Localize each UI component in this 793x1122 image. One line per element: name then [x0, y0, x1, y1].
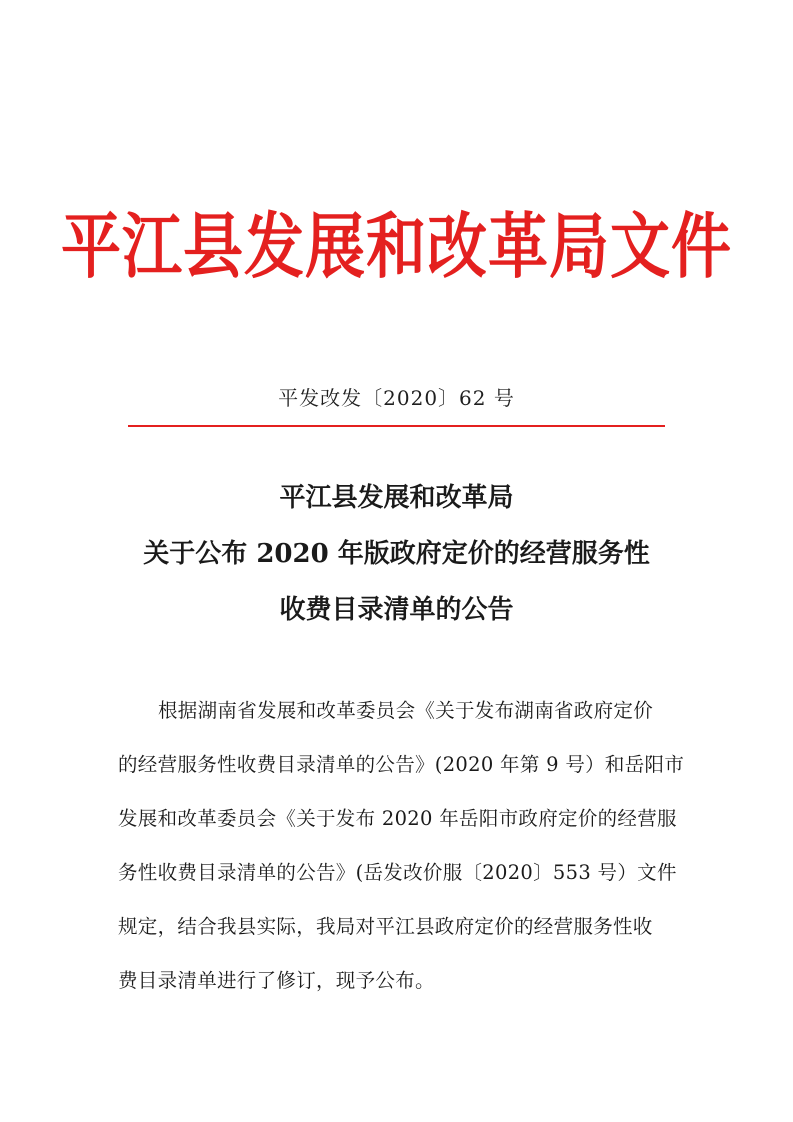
red-divider-line — [128, 425, 665, 427]
body-line: 费目录清单进行了修订，现予公布。 — [118, 969, 435, 992]
document-title — [0, 470, 793, 638]
body-paragraph — [118, 684, 690, 1008]
body-line: 根据湖南省发展和改革委员会《关于发布湖南省政府定价 — [158, 699, 654, 722]
body-line: 的经营服务性收费目录清单的公告》(2020 年第 9 号）和岳阳市 — [118, 753, 685, 776]
body-line: 务性收费目录清单的公告》(岳发改价服〔2020〕553 号）文件 — [118, 861, 677, 884]
title-line-1: 平江县发展和改革局 — [279, 483, 514, 513]
agency-header-title: 平江县发展和改革局文件 — [61, 205, 732, 289]
document-number: 平发改发〔2020〕62 号 — [278, 386, 515, 410]
body-line: 发展和改革委员会《关于发布 2020 年岳阳市政府定价的经营服 — [118, 807, 677, 830]
title-line-2: 关于公布 2020 年版政府定价的经营服务性 — [143, 539, 650, 569]
body-line: 规定，结合我县实际，我局对平江县政府定价的经营服务性收 — [118, 915, 653, 938]
title-line-3: 收费目录清单的公告 — [279, 595, 514, 625]
